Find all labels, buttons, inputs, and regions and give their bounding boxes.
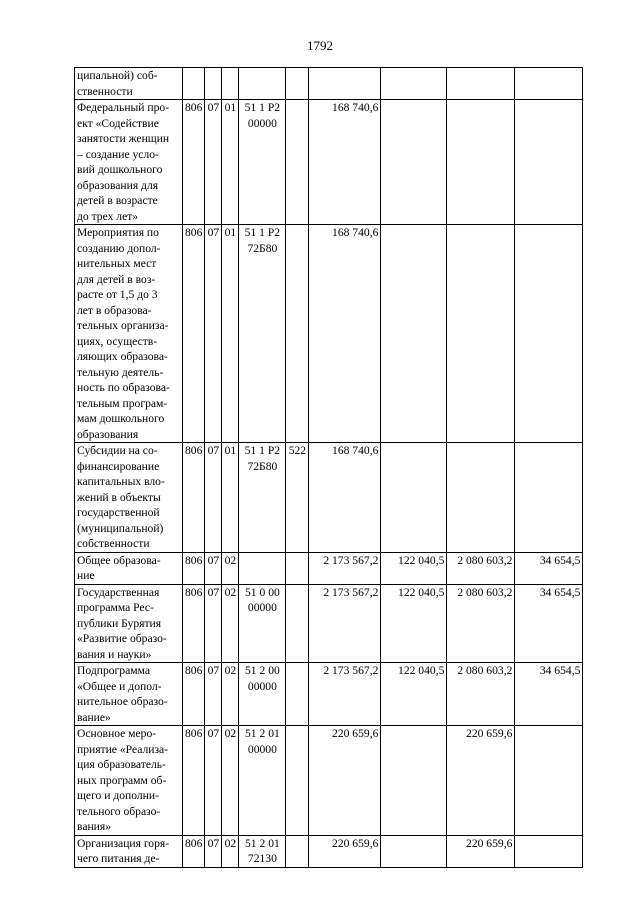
cell-municipal: 34 654,5 xyxy=(515,663,583,726)
page-number: 1792 xyxy=(307,38,333,53)
cell-ved: 806 xyxy=(183,443,205,553)
cell-republic: 2 080 603,2 xyxy=(447,584,515,663)
cell-section: 07 xyxy=(205,443,222,553)
cell-section: 07 xyxy=(205,726,222,836)
cell-federal xyxy=(381,68,447,100)
table-row xyxy=(75,225,583,443)
cell-ved: 806 xyxy=(183,225,205,443)
cell-target-article: 51 0 00 00000 xyxy=(239,584,286,663)
cell-total: 2 173 567,2 xyxy=(309,584,381,663)
cell-subsection: 02 xyxy=(222,552,239,584)
cell-expense-type: 522 xyxy=(286,443,309,553)
cell-federal xyxy=(381,443,447,553)
cell-section: 07 xyxy=(205,225,222,443)
cell-expense-type xyxy=(286,726,309,836)
cell-federal xyxy=(381,726,447,836)
cell-subsection: 02 xyxy=(222,663,239,726)
cell-section: 07 xyxy=(205,835,222,867)
cell-expense-type xyxy=(286,584,309,663)
cell-total: 220 659,6 xyxy=(309,726,381,836)
cell-section: 07 xyxy=(205,100,222,225)
cell-subsection: 01 xyxy=(222,225,239,443)
cell-total: 220 659,6 xyxy=(309,835,381,867)
cell-total: 168 740,6 xyxy=(309,225,381,443)
cell-municipal xyxy=(515,726,583,836)
cell-expense-type xyxy=(286,100,309,225)
budget-table xyxy=(74,67,583,868)
cell-municipal: 34 654,5 xyxy=(515,584,583,663)
cell-expense-type xyxy=(286,68,309,100)
cell-federal: 122 040,5 xyxy=(381,663,447,726)
cell-ved: 806 xyxy=(183,100,205,225)
cell-target-article: 51 2 01 00000 xyxy=(239,726,286,836)
cell-subsection: 01 xyxy=(222,443,239,553)
cell-municipal: 34 654,5 xyxy=(515,552,583,584)
table-row xyxy=(75,100,583,225)
cell-total: 2 173 567,2 xyxy=(309,663,381,726)
cell-total: 168 740,6 xyxy=(309,443,381,553)
cell-republic: 220 659,6 xyxy=(447,726,515,836)
cell-subsection: 02 xyxy=(222,835,239,867)
cell-expense-type xyxy=(286,552,309,584)
cell-republic: 2 080 603,2 xyxy=(447,552,515,584)
cell-republic xyxy=(447,68,515,100)
cell-subsection: 01 xyxy=(222,100,239,225)
cell-municipal xyxy=(515,443,583,553)
cell-municipal xyxy=(515,225,583,443)
table-row xyxy=(75,726,583,836)
cell-name: Мероприятия по созданию допол- нительных мест для детей в воз- расте от 1,5 до 3 лет в образова- тельных организа- циях, осуществ- ляющих образова- тельную деятель- ность по образова- тельным програм- мам дошкольного образования xyxy=(75,225,183,443)
cell-subsection: 02 xyxy=(222,584,239,663)
cell-federal xyxy=(381,225,447,443)
table-row xyxy=(75,443,583,553)
cell-name: Организация горя- чего питания де- xyxy=(75,835,183,867)
cell-republic xyxy=(447,100,515,225)
cell-federal: 122 040,5 xyxy=(381,552,447,584)
cell-total: 168 740,6 xyxy=(309,100,381,225)
cell-republic xyxy=(447,225,515,443)
cell-section: 07 xyxy=(205,552,222,584)
cell-name: Общее образова- ние xyxy=(75,552,183,584)
cell-name: Федеральный про- ект «Содействие занятости женщин – создание усло- вий дошкольного образования для детей в возрасте до трех лет» xyxy=(75,100,183,225)
table-row xyxy=(75,663,583,726)
cell-ved: 806 xyxy=(183,552,205,584)
cell-federal: 122 040,5 xyxy=(381,584,447,663)
cell-target-article: 51 1 Р2 72Б80 xyxy=(239,443,286,553)
table-row xyxy=(75,68,583,100)
cell-target-article xyxy=(239,68,286,100)
cell-republic: 2 080 603,2 xyxy=(447,663,515,726)
cell-ved: 806 xyxy=(183,835,205,867)
cell-name: Подпрограмма «Общее и допол- нительное образо- вание» xyxy=(75,663,183,726)
cell-municipal xyxy=(515,100,583,225)
cell-name: Субсидии на со- финансирование капитальных вло- жений в объекты государственной (муниципальной) собственности xyxy=(75,443,183,553)
cell-expense-type xyxy=(286,835,309,867)
cell-target-article: 51 2 01 72130 xyxy=(239,835,286,867)
cell-expense-type xyxy=(286,225,309,443)
cell-ved: 806 xyxy=(183,726,205,836)
cell-section: 07 xyxy=(205,663,222,726)
cell-target-article: 51 1 Р2 00000 xyxy=(239,100,286,225)
cell-name: ципальной) соб- ственности xyxy=(75,68,183,100)
cell-name: Основное меро- приятие «Реализа- ция образователь- ных программ об- щего и дополни- тельного образо- вания» xyxy=(75,726,183,836)
cell-subsection xyxy=(222,68,239,100)
cell-target-article: 51 1 Р2 72Б80 xyxy=(239,225,286,443)
cell-total xyxy=(309,68,381,100)
cell-federal xyxy=(381,100,447,225)
cell-republic xyxy=(447,443,515,553)
cell-republic: 220 659,6 xyxy=(447,835,515,867)
cell-target-article xyxy=(239,552,286,584)
cell-subsection: 02 xyxy=(222,726,239,836)
cell-expense-type xyxy=(286,663,309,726)
table-body xyxy=(75,68,583,868)
cell-federal xyxy=(381,835,447,867)
cell-ved: 806 xyxy=(183,584,205,663)
table-row xyxy=(75,835,583,867)
cell-name: Государственная программа Рес- публики Бурятия «Развитие образо- вания и науки» xyxy=(75,584,183,663)
cell-section: 07 xyxy=(205,584,222,663)
cell-total: 2 173 567,2 xyxy=(309,552,381,584)
cell-ved: 806 xyxy=(183,663,205,726)
cell-section xyxy=(205,68,222,100)
cell-target-article: 51 2 00 00000 xyxy=(239,663,286,726)
cell-ved xyxy=(183,68,205,100)
cell-municipal xyxy=(515,68,583,100)
table-row xyxy=(75,584,583,663)
cell-municipal xyxy=(515,835,583,867)
table-row xyxy=(75,552,583,584)
